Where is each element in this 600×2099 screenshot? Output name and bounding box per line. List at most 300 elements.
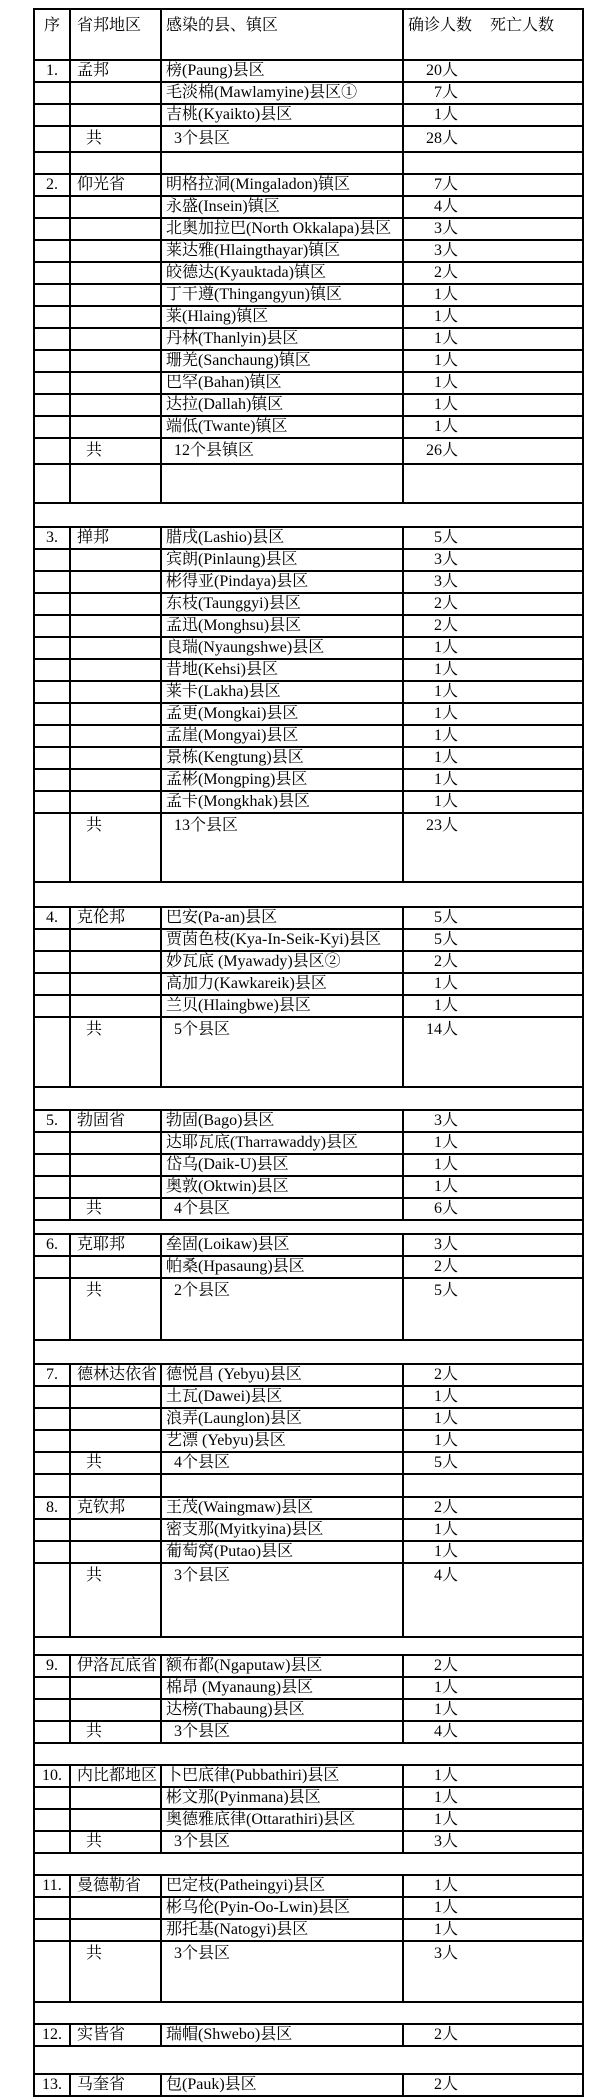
cell-sum-count: 2个县区	[161, 1278, 403, 1340]
cell-sum-count: 4个县区	[161, 1198, 403, 1220]
table-row	[34, 104, 583, 126]
gap-row	[34, 1087, 583, 1110]
table-row	[34, 1655, 583, 1677]
table-row	[34, 306, 583, 328]
table-row	[34, 615, 583, 637]
cell-place: 孟崖(Mongyai)县区	[161, 725, 403, 747]
cell-confirmed-value: 1人	[433, 1788, 458, 1806]
cell-sum-count: 3个县区	[161, 1563, 403, 1637]
gap-row	[34, 1220, 583, 1234]
summary-row	[34, 438, 583, 464]
cell-sum-label: 共	[70, 1278, 161, 1340]
cell-sum-confirmed-value: 4人	[433, 1567, 458, 1584]
cell-confirmed-value: 1人	[433, 285, 458, 303]
cell-place: 孟迅(Monghsu)县区	[161, 615, 403, 637]
cell-seq	[34, 1452, 70, 1474]
cell-seq	[34, 659, 70, 681]
table-row	[34, 1364, 583, 1386]
cell-place: 宾朗(Pinlaung)县区	[161, 549, 403, 571]
cell-seq	[34, 350, 70, 372]
cell-confirmed	[403, 240, 583, 262]
cell-region	[70, 350, 161, 372]
cell-confirmed-value: 2人	[433, 1365, 458, 1383]
cell-confirmed	[403, 1364, 583, 1386]
table-row	[34, 995, 583, 1017]
cell-confirmed-value: 1人	[433, 682, 458, 700]
cell-confirmed-value: 2人	[433, 616, 458, 634]
cell-place: 彬文那(Pyinmana)县区	[161, 1787, 403, 1809]
table-row	[34, 1541, 583, 1563]
cell-seq	[34, 372, 70, 394]
cell-gap	[34, 882, 583, 907]
cell-place: 东枝(Taunggyi)县区	[161, 593, 403, 615]
cell-place: 端低(Twante)镇区	[161, 416, 403, 438]
cell-place: 永盛(Insein)镇区	[161, 196, 403, 218]
table-row	[34, 1110, 583, 1132]
cell-seq	[34, 995, 70, 1017]
table-row	[34, 394, 583, 416]
summary-row	[34, 813, 583, 882]
cell-confirmed-value: 1人	[433, 1177, 458, 1195]
cell-confirmed-value: 1人	[433, 1898, 458, 1916]
cell-seq	[34, 1154, 70, 1176]
gap-row	[34, 882, 583, 907]
spacer-row	[34, 152, 583, 174]
cell-gap	[34, 2002, 583, 2024]
cell-sum-label: 共	[70, 126, 161, 152]
cell-region	[70, 1677, 161, 1699]
cell-seq	[34, 571, 70, 593]
cell-place: 葡萄窝(Putao)县区	[161, 1541, 403, 1563]
cell-empty	[403, 464, 583, 503]
cell-place: 卜巴底律(Pubbathiri)县区	[161, 1765, 403, 1787]
cell-confirmed	[403, 1256, 583, 1278]
cell-sum-confirmed	[403, 1721, 583, 1743]
cell-confirmed	[403, 1408, 583, 1430]
cell-seq: 4.	[34, 907, 70, 929]
cell-region: 掸邦	[70, 527, 161, 549]
cell-gap	[34, 1220, 583, 1234]
cell-region	[70, 1787, 161, 1809]
cell-seq	[34, 1017, 70, 1087]
table-row	[34, 1875, 583, 1897]
cell-confirmed	[403, 1430, 583, 1452]
cell-seq	[34, 1787, 70, 1809]
cell-region	[70, 1256, 161, 1278]
cell-sum-label: 共	[70, 1563, 161, 1637]
cell-seq	[34, 1897, 70, 1919]
cell-confirmed-value: 1人	[433, 1409, 458, 1427]
cell-place: 妙瓦底 (Myawady)县区②	[161, 951, 403, 973]
cell-region	[70, 306, 161, 328]
table-row	[34, 769, 583, 791]
cell-region	[70, 218, 161, 240]
cell-seq	[34, 593, 70, 615]
cell-sum-confirmed-value: 5人	[433, 1282, 458, 1299]
cell-seq	[34, 791, 70, 813]
cell-seq	[34, 416, 70, 438]
cell-region	[70, 593, 161, 615]
cell-confirmed-value: 1人	[433, 1520, 458, 1538]
cell-region	[70, 747, 161, 769]
cell-sum-label: 共	[70, 1941, 161, 2002]
cell-place: 莱(Hlaing)镇区	[161, 306, 403, 328]
cell-seq	[34, 1132, 70, 1154]
cell-seq	[34, 1831, 70, 1853]
cell-confirmed-value: 1人	[433, 974, 458, 992]
cell-sum-confirmed	[403, 1941, 583, 2002]
cell-gap	[34, 1637, 583, 1655]
cell-region	[70, 769, 161, 791]
cell-seq	[34, 1809, 70, 1831]
cell-empty	[70, 1474, 161, 1497]
cell-sum-confirmed	[403, 1563, 583, 1637]
cell-seq	[34, 240, 70, 262]
table-row	[34, 549, 583, 571]
cell-region	[70, 1132, 161, 1154]
cell-confirmed-value: 7人	[433, 83, 458, 101]
cell-seq	[34, 218, 70, 240]
cell-sum-count: 3个县区	[161, 1941, 403, 2002]
cell-seq	[34, 637, 70, 659]
cell-confirmed-value: 2人	[433, 1498, 458, 1516]
cell-region	[70, 571, 161, 593]
table-row	[34, 372, 583, 394]
cell-confirmed-value: 1人	[433, 1387, 458, 1405]
cell-confirmed-value: 1人	[433, 1678, 458, 1696]
cell-region: 仰光省	[70, 174, 161, 196]
table-row	[34, 1787, 583, 1809]
cell-place: 毛淡棉(Mawlamyine)县区①	[161, 82, 403, 104]
cell-seq	[34, 1519, 70, 1541]
gap-row	[34, 1340, 583, 1364]
cell-confirmed-value: 3人	[433, 219, 458, 237]
cell-confirmed	[403, 1787, 583, 1809]
cell-place: 莱卡(Lakha)县区	[161, 681, 403, 703]
cell-confirmed	[403, 1541, 583, 1563]
cell-seq	[34, 681, 70, 703]
cell-region	[70, 951, 161, 973]
cell-place: 昔地(Kehsi)县区	[161, 659, 403, 681]
cell-place: 北奥加拉巴(North Okkalapa)县区	[161, 218, 403, 240]
table-row	[34, 681, 583, 703]
table-row	[34, 1256, 583, 1278]
table-row	[34, 262, 583, 284]
spacer-row	[34, 1474, 583, 1497]
cell-gap	[34, 1853, 583, 1875]
cell-seq	[34, 284, 70, 306]
cell-confirmed	[403, 82, 583, 104]
cell-seq	[34, 747, 70, 769]
table-row	[34, 1919, 583, 1941]
spacer-row	[34, 464, 583, 503]
cell-sum-label: 共	[70, 438, 161, 464]
cell-seq: 8.	[34, 1497, 70, 1519]
cell-confirmed	[403, 306, 583, 328]
cell-confirmed-value: 1人	[433, 770, 458, 788]
cell-confirmed-value: 1人	[433, 1542, 458, 1560]
cell-confirmed-value: 2人	[433, 263, 458, 281]
cell-region	[70, 1408, 161, 1430]
cell-confirmed	[403, 769, 583, 791]
cell-confirmed	[403, 1809, 583, 1831]
cell-confirmed	[403, 791, 583, 813]
cell-confirmed	[403, 1110, 583, 1132]
cell-confirmed-value: 1人	[433, 704, 458, 722]
cell-seq: 12.	[34, 2024, 70, 2046]
table-row	[34, 527, 583, 549]
cell-confirmed	[403, 1497, 583, 1519]
cell-confirmed	[403, 615, 583, 637]
gap-row	[34, 1853, 583, 1875]
cell-region: 克耶邦	[70, 1234, 161, 1256]
cell-region: 内比都地区	[70, 1765, 161, 1787]
cell-confirmed-value: 20人	[425, 61, 458, 79]
header-deaths: 死亡人数	[490, 17, 555, 34]
cell-place: 德悦昌 (Yebyu)县区	[161, 1364, 403, 1386]
cell-sum-confirmed-value: 3人	[433, 1945, 458, 1962]
cell-sum-confirmed	[403, 438, 583, 464]
summary-row	[34, 1198, 583, 1220]
cell-confirmed	[403, 1234, 583, 1256]
cell-sum-confirmed	[403, 1017, 583, 1087]
cell-confirmed	[403, 1699, 583, 1721]
cell-confirmed	[403, 218, 583, 240]
cell-place: 孟彬(Mongping)县区	[161, 769, 403, 791]
cell-confirmed	[403, 1519, 583, 1541]
cell-confirmed	[403, 1655, 583, 1677]
cell-place: 吉桃(Kyaikto)县区	[161, 104, 403, 126]
cell-region: 曼德勒省	[70, 1875, 161, 1897]
cell-seq: 3.	[34, 527, 70, 549]
table-row	[34, 1234, 583, 1256]
cell-confirmed-value: 1人	[433, 792, 458, 810]
table-row	[34, 1699, 583, 1721]
cell-seq	[34, 1386, 70, 1408]
table-row	[34, 791, 583, 813]
cell-place: 达榜(Thabaung)县区	[161, 1699, 403, 1721]
cell-seq	[34, 306, 70, 328]
cell-confirmed-value: 4人	[433, 197, 458, 215]
table-row	[34, 1765, 583, 1787]
cell-region	[70, 929, 161, 951]
cell-region	[70, 1699, 161, 1721]
cell-confirmed-value: 1人	[433, 638, 458, 656]
cell-place: 奥敦(Oktwin)县区	[161, 1176, 403, 1198]
cell-sum-count: 13个县区	[161, 813, 403, 882]
gap-row	[34, 2046, 583, 2074]
cell-place: 帕桑(Hpasaung)县区	[161, 1256, 403, 1278]
cell-confirmed-value: 2人	[433, 2075, 458, 2093]
cell-seq	[34, 725, 70, 747]
cell-sum-count: 3个县区	[161, 1831, 403, 1853]
cell-place: 贾茵色枝(Kya-In-Seik-Kyi)县区	[161, 929, 403, 951]
cell-sum-confirmed-value: 5人	[433, 1453, 458, 1471]
cell-region	[70, 240, 161, 262]
cell-sum-confirmed	[403, 813, 583, 882]
cell-place: 勃固(Bago)县区	[161, 1110, 403, 1132]
cell-sum-label: 共	[70, 1452, 161, 1474]
cell-place: 包(Pauk)县区	[161, 2074, 403, 2096]
cell-region	[70, 372, 161, 394]
cell-region: 马奎省	[70, 2074, 161, 2096]
cell-seq	[34, 1430, 70, 1452]
summary-row	[34, 1563, 583, 1637]
cell-region	[70, 416, 161, 438]
table-row	[34, 703, 583, 725]
cell-seq	[34, 813, 70, 882]
cell-place: 达耶瓦底(Tharrawaddy)县区	[161, 1132, 403, 1154]
cell-seq	[34, 1198, 70, 1220]
cell-seq	[34, 1541, 70, 1563]
cell-confirmed	[403, 1875, 583, 1897]
cell-sum-label: 共	[70, 1831, 161, 1853]
cell-sum-confirmed-value: 28人	[425, 129, 458, 147]
table-row	[34, 929, 583, 951]
cell-seq	[34, 1919, 70, 1941]
cell-empty	[34, 1474, 70, 1497]
header-place: 感染的县、镇区	[161, 9, 403, 60]
cell-confirmed	[403, 659, 583, 681]
cell-region: 德林达依省	[70, 1364, 161, 1386]
cell-region	[70, 725, 161, 747]
cell-seq	[34, 1176, 70, 1198]
cell-seq	[34, 196, 70, 218]
cell-place: 珊羌(Sanchaung)镇区	[161, 350, 403, 372]
cell-confirmed-value: 3人	[433, 1111, 458, 1129]
table-row	[34, 951, 583, 973]
cell-confirmed	[403, 328, 583, 350]
cell-place: 丹林(Thanlyin)县区	[161, 328, 403, 350]
cell-sum-count: 12个县镇区	[161, 438, 403, 464]
cell-confirmed-value: 1人	[433, 351, 458, 369]
cell-region: 伊洛瓦底省	[70, 1655, 161, 1677]
cell-confirmed	[403, 372, 583, 394]
cell-confirmed-value: 1人	[433, 395, 458, 413]
table-row	[34, 637, 583, 659]
cell-confirmed	[403, 2074, 583, 2096]
gap-row	[34, 2002, 583, 2024]
header-row	[34, 9, 583, 60]
cell-sum-confirmed	[403, 126, 583, 152]
cell-region	[70, 1809, 161, 1831]
cell-seq	[34, 104, 70, 126]
cell-confirmed	[403, 703, 583, 725]
cell-confirmed-value: 1人	[433, 1155, 458, 1173]
cell-place: 兰贝(Hlaingbwe)县区	[161, 995, 403, 1017]
cell-place: 明格拉洞(Mingaladon)镇区	[161, 174, 403, 196]
cell-region	[70, 659, 161, 681]
cell-confirmed	[403, 2024, 583, 2046]
cell-place: 巴罕(Bahan)镇区	[161, 372, 403, 394]
cell-region	[70, 82, 161, 104]
cell-seq: 10.	[34, 1765, 70, 1787]
gap-row	[34, 1743, 583, 1765]
cell-confirmed	[403, 196, 583, 218]
cell-sum-confirmed-value: 3人	[433, 1832, 458, 1850]
cell-place: 额布都(Ngaputaw)县区	[161, 1655, 403, 1677]
cell-confirmed-value: 5人	[433, 528, 458, 546]
cell-confirmed	[403, 951, 583, 973]
cell-confirmed-value: 1人	[433, 417, 458, 435]
cell-region	[70, 1519, 161, 1541]
cell-place: 奥德雅底律(Ottarathiri)县区	[161, 1809, 403, 1831]
cell-sum-count: 5个县区	[161, 1017, 403, 1087]
cell-region	[70, 1386, 161, 1408]
cell-empty	[70, 152, 161, 174]
header-counts	[403, 9, 583, 60]
cell-confirmed-value: 1人	[433, 1920, 458, 1938]
cell-confirmed-value: 1人	[433, 1810, 458, 1828]
cell-confirmed	[403, 593, 583, 615]
cell-sum-count: 4个县区	[161, 1452, 403, 1474]
table-row	[34, 60, 583, 82]
cell-seq	[34, 1721, 70, 1743]
table-row	[34, 2074, 583, 2096]
table-row	[34, 328, 583, 350]
cell-place: 孟更(Mongkai)县区	[161, 703, 403, 725]
cell-sum-label: 共	[70, 1017, 161, 1087]
cell-gap	[34, 2046, 583, 2074]
cell-region	[70, 615, 161, 637]
cell-seq	[34, 438, 70, 464]
cell-place: 彬得亚(Pindaya)县区	[161, 571, 403, 593]
table-row	[34, 2024, 583, 2046]
cell-place: 彬乌伦(Pyin-Oo-Lwin)县区	[161, 1897, 403, 1919]
cell-region	[70, 681, 161, 703]
cell-seq	[34, 394, 70, 416]
cell-gap	[34, 1087, 583, 1110]
cell-confirmed-value: 1人	[433, 1133, 458, 1151]
cell-region	[70, 1919, 161, 1941]
cell-place: 榜(Paung)县区	[161, 60, 403, 82]
cell-confirmed-value: 2人	[433, 1656, 458, 1674]
table-row	[34, 416, 583, 438]
table-row	[34, 973, 583, 995]
cell-confirmed	[403, 174, 583, 196]
table-row	[34, 196, 583, 218]
cell-seq	[34, 1256, 70, 1278]
cell-confirmed	[403, 747, 583, 769]
header-confirmed: 确诊人数	[408, 17, 473, 34]
cell-confirmed-value: 1人	[433, 105, 458, 123]
table-row	[34, 240, 583, 262]
cell-seq	[34, 769, 70, 791]
table-row	[34, 1809, 583, 1831]
cell-region: 实皆省	[70, 2024, 161, 2046]
cell-confirmed-value: 1人	[433, 1766, 458, 1784]
cell-region	[70, 549, 161, 571]
cell-region	[70, 284, 161, 306]
cell-region	[70, 973, 161, 995]
summary-row	[34, 1941, 583, 2002]
cell-region	[70, 394, 161, 416]
table-row	[34, 747, 583, 769]
cell-region: 孟邦	[70, 60, 161, 82]
cell-empty	[161, 152, 403, 174]
cell-confirmed	[403, 394, 583, 416]
cell-confirmed-value: 7人	[433, 175, 458, 193]
cell-sum-confirmed-value: 4人	[433, 1722, 458, 1740]
cell-confirmed	[403, 284, 583, 306]
cell-region	[70, 995, 161, 1017]
table-row	[34, 174, 583, 196]
cell-place: 莱达雅(Hlaingthayar)镇区	[161, 240, 403, 262]
cell-confirmed	[403, 571, 583, 593]
table-row	[34, 82, 583, 104]
summary-row	[34, 1278, 583, 1340]
table-row	[34, 659, 583, 681]
